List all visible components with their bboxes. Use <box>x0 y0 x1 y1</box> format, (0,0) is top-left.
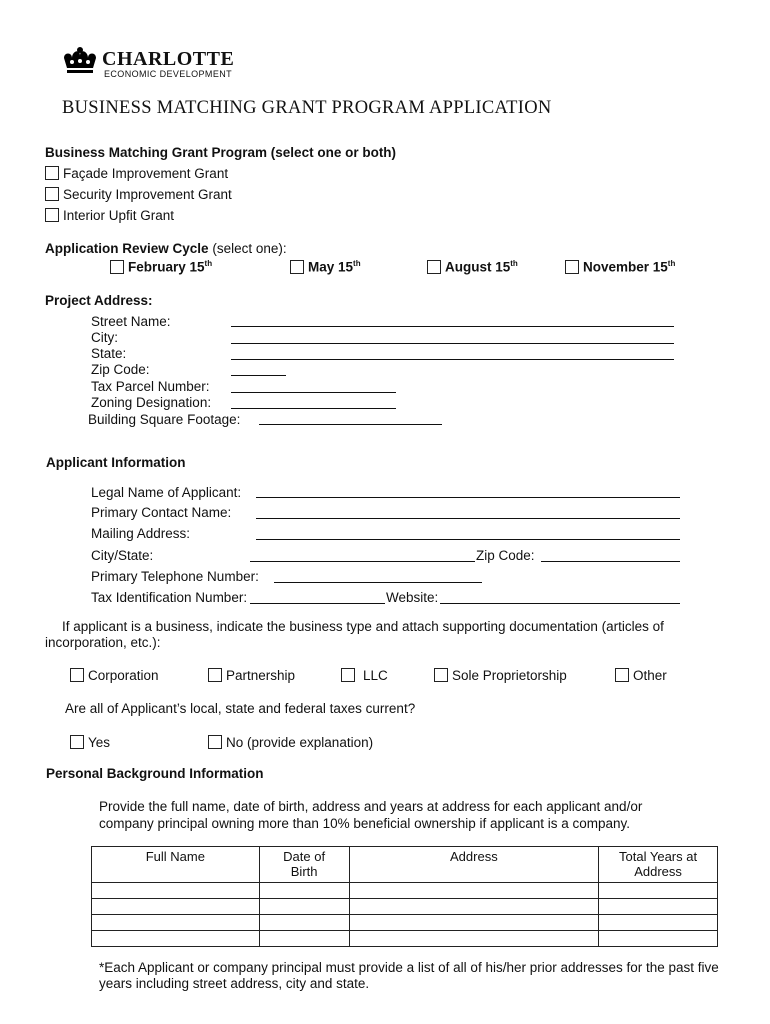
crown-icon <box>60 46 100 76</box>
applicant-zip-input[interactable] <box>541 561 680 562</box>
no-checkbox[interactable] <box>208 735 222 749</box>
street-input[interactable] <box>231 326 674 327</box>
facade-checkbox[interactable] <box>45 166 59 180</box>
table-row[interactable] <box>92 931 718 947</box>
other-checkbox[interactable] <box>615 668 629 682</box>
col-years: Total Years at Address <box>599 847 718 883</box>
background-instruction-line2: company principal owning more than 10% beneficial ownership if applicant is a company. <box>99 816 631 831</box>
table-row[interactable] <box>92 883 718 899</box>
legal-name-input[interactable] <box>256 497 680 498</box>
type-sole-proprietorship[interactable]: Sole Proprietorship <box>434 668 567 683</box>
interior-checkbox[interactable] <box>45 208 59 222</box>
taxes-no[interactable]: No (provide explanation) <box>208 735 373 750</box>
background-table <box>91 846 718 947</box>
review-option-may[interactable]: May 15th <box>290 259 361 275</box>
mailing-label: Mailing Address: <box>91 526 191 541</box>
col-dob: Date of Birth <box>259 847 349 883</box>
col-address: Address <box>349 847 599 883</box>
background-instruction-line1: Provide the full name, date of birth, address and years at address for each applicant and/or <box>99 799 643 814</box>
nov-checkbox[interactable] <box>565 260 579 274</box>
table-header-row <box>92 847 718 883</box>
footnote-line2: years including street address, city and state. <box>99 976 370 991</box>
legal-name-label: Legal Name of Applicant: <box>91 485 242 500</box>
yes-checkbox[interactable] <box>70 735 84 749</box>
col-full-name: Full Name <box>92 847 260 883</box>
website-input[interactable] <box>440 603 680 604</box>
type-partnership[interactable]: Partnership <box>208 668 295 683</box>
state-input[interactable] <box>231 359 674 360</box>
zoning-label: Zoning Designation: <box>91 395 212 410</box>
table-row[interactable] <box>92 899 718 915</box>
mailing-input[interactable] <box>256 539 680 540</box>
program-heading: Business Matching Grant Program (select one or both) <box>45 145 397 160</box>
type-corporation[interactable]: Corporation <box>70 668 159 683</box>
footnote-line1: *Each Applicant or company principal must provide a list of all of his/her prior addresses for the past five <box>99 960 719 975</box>
llc-checkbox[interactable] <box>341 668 355 682</box>
review-option-nov[interactable]: November 15th <box>565 259 675 275</box>
type-llc[interactable]: LLC <box>341 668 388 683</box>
city-label: City: <box>91 330 118 345</box>
program-option-security[interactable]: Security Improvement Grant <box>45 187 232 202</box>
corporation-checkbox[interactable] <box>70 668 84 682</box>
table-row[interactable] <box>92 915 718 931</box>
applicant-heading: Applicant Information <box>46 455 186 470</box>
taxes-question: Are all of Applicant’s local, state and federal taxes current? <box>65 701 416 716</box>
street-label: Street Name: <box>91 314 171 329</box>
sole-prop-checkbox[interactable] <box>434 668 448 682</box>
logo-subtitle: ECONOMIC DEVELOPMENT <box>104 69 233 79</box>
city-state-input[interactable] <box>250 561 475 562</box>
page-title: BUSINESS MATCHING GRANT PROGRAM APPLICATION <box>62 98 552 118</box>
business-prompt-line2: incorporation, etc.): <box>45 635 161 650</box>
contact-label: Primary Contact Name: <box>91 505 232 520</box>
type-other[interactable]: Other <box>615 668 667 683</box>
review-option-aug[interactable]: August 15th <box>427 259 518 275</box>
program-option-facade[interactable]: Façade Improvement Grant <box>45 166 228 181</box>
partnership-checkbox[interactable] <box>208 668 222 682</box>
security-checkbox[interactable] <box>45 187 59 201</box>
zoning-input[interactable] <box>231 408 396 409</box>
may-checkbox[interactable] <box>290 260 304 274</box>
city-input[interactable] <box>231 343 674 344</box>
sqft-input[interactable] <box>259 424 442 425</box>
aug-checkbox[interactable] <box>427 260 441 274</box>
state-label: State: <box>91 346 127 361</box>
tax-id-label: Tax Identification Number: <box>91 590 248 605</box>
parcel-label: Tax Parcel Number: <box>91 379 210 394</box>
contact-input[interactable] <box>256 518 680 519</box>
business-prompt-line1: If applicant is a business, indicate the business type and attach supporting documentation (articles of <box>62 619 664 634</box>
project-heading: Project Address: <box>45 293 153 308</box>
phone-label: Primary Telephone Number: <box>91 569 259 584</box>
logo-name: CHARLOTTE <box>102 48 235 70</box>
zip-input[interactable] <box>231 375 286 376</box>
website-label: Website: <box>386 590 439 605</box>
taxes-yes[interactable]: Yes <box>70 735 110 750</box>
city-state-label: City/State: <box>91 548 154 563</box>
feb-checkbox[interactable] <box>110 260 124 274</box>
phone-input[interactable] <box>274 582 482 583</box>
review-heading: Application Review Cycle (select one): <box>45 241 287 256</box>
review-option-feb[interactable]: February 15th <box>110 259 212 275</box>
applicant-zip-label: Zip Code: <box>476 548 535 563</box>
parcel-input[interactable] <box>231 392 396 393</box>
tax-id-input[interactable] <box>250 603 385 604</box>
background-heading: Personal Background Information <box>46 766 264 781</box>
sqft-label: Building Square Footage: <box>88 412 241 427</box>
zip-label: Zip Code: <box>91 362 150 377</box>
program-option-interior[interactable]: Interior Upfit Grant <box>45 208 174 223</box>
